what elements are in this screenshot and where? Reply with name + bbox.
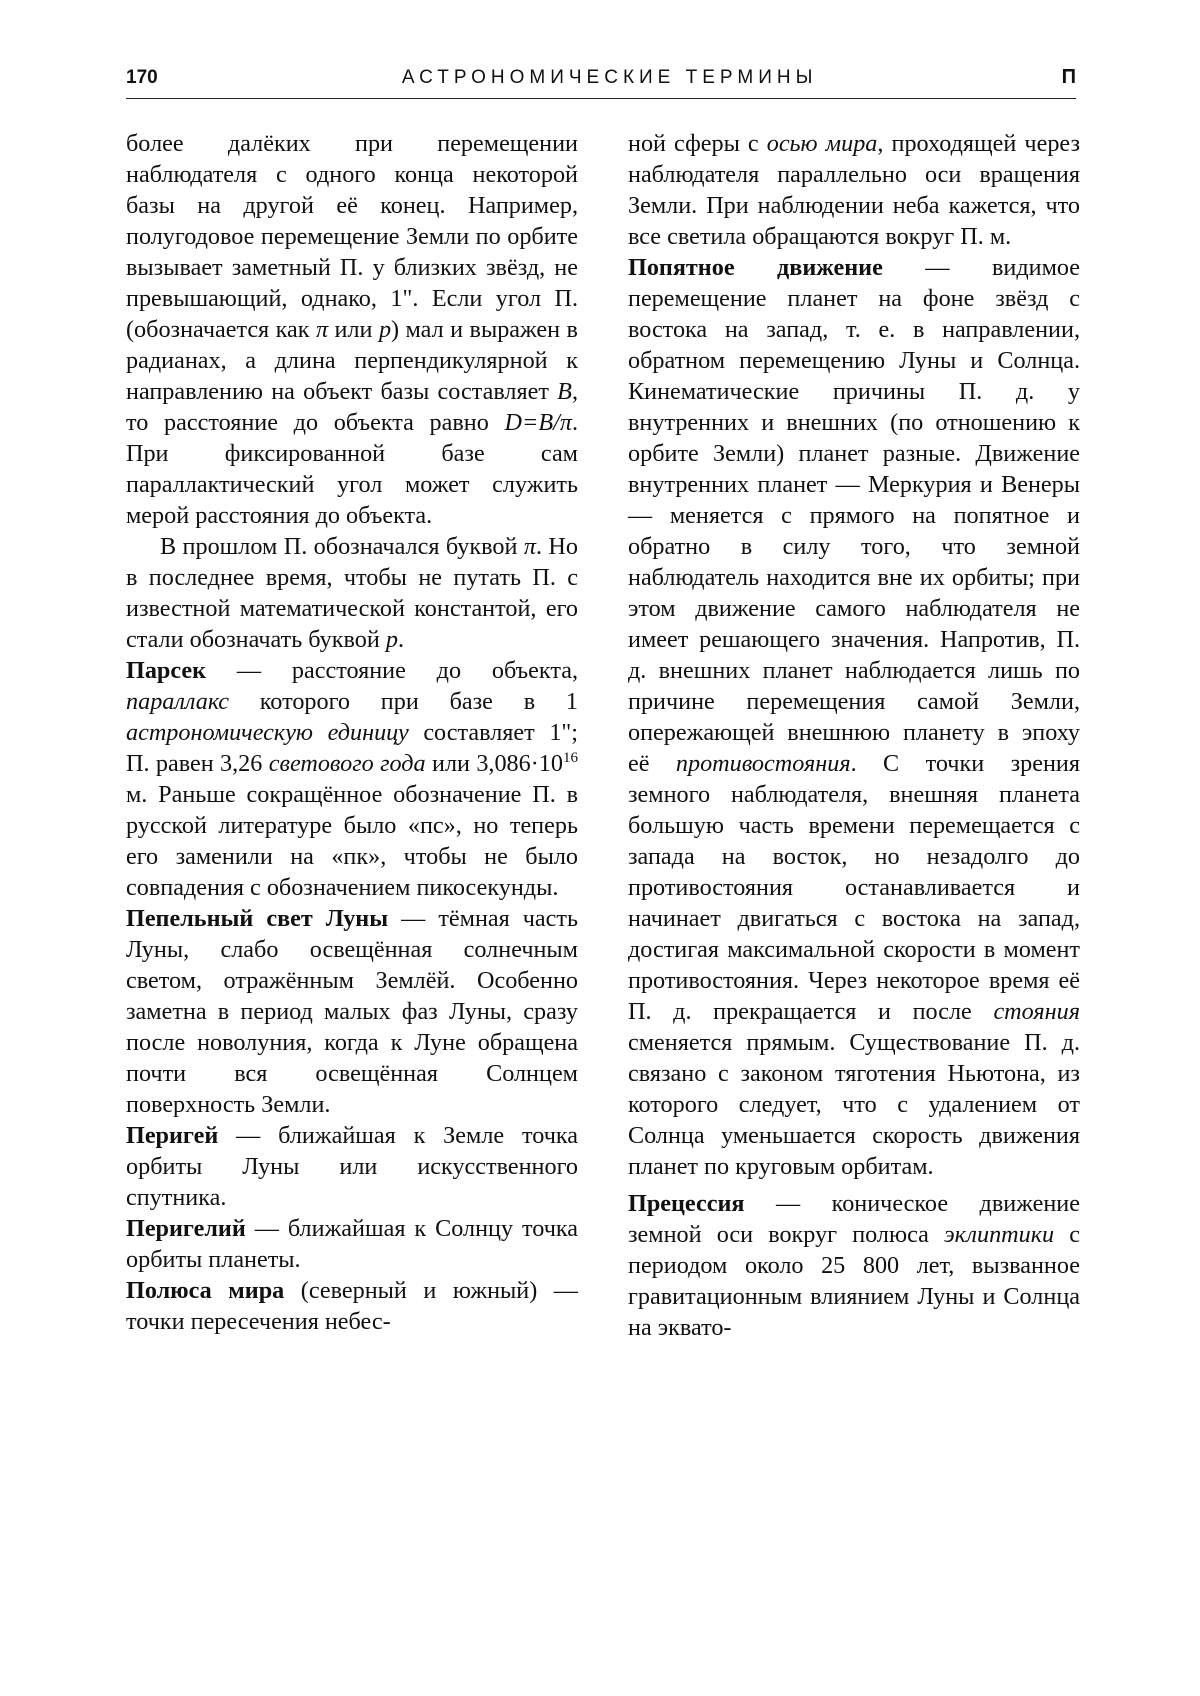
text-run: — расстояние до объекта, xyxy=(206,657,578,684)
term-celestial-poles: Полюса мира xyxy=(126,1277,285,1304)
cross-reference[interactable]: осью мира xyxy=(766,130,878,157)
definition: (северный и южный) — точки пересечения небес- xyxy=(126,1277,578,1335)
definition: — ближайшая к Солнцу точка орбиты планеты. xyxy=(126,1215,578,1273)
text-run: — видимое перемещение планет на фоне звёзд с востока на запад, т. е. в направлении, обратном перемещению Луны и Солнца. Кинематические причины П. д. у внутренних и внешних (по отношению к орбите Земли) планет разные. Движение внутренних планет — Меркурия и Венеры — меняется с прямого на попятное и обратно в силу того, что земной наблюдатель находится вне их орбиты; при этом движение самого наблюдателя не имеет решающего значения. Напротив, П. д. внешних планет наблюдается лишь по причине перемещения самой Земли, опережающей внешнюю планету в эпоху её xyxy=(628,254,1081,777)
page-number: 170 xyxy=(126,67,158,88)
text-run: . С точки зрения земного наблюдателя, внешняя планета большую часть времени перемещается с запада на восток, но незадолго до противостояния останавливается и начинает двигаться с востока на запад, достигая максимальной скорости в момент противостояния. Через некоторое время её П. д. прекращается и после xyxy=(628,750,1080,1025)
text-run: . При фиксированной базе сам параллактический угол может служить мерой расстояния до объекта. xyxy=(126,409,578,529)
left-column xyxy=(126,128,578,1337)
entry-celestial-poles xyxy=(126,1275,578,1337)
term-ashen-light: Пепельный свет Луны xyxy=(126,905,389,932)
math-pi: π xyxy=(315,316,329,343)
text-run: м. Раньше сокращённое обозначение П. в русской литературе было «пс», но теперь его заменили на «пк», чтобы не было совпадения с обозначением пикосекунды. xyxy=(126,781,578,901)
text-run: ) мал и выражен в радианах, а длина перпендикулярной к направлению на объект базы составляет xyxy=(126,316,578,405)
math-b: B xyxy=(557,378,572,405)
text-run: которого при базе в 1 xyxy=(229,688,578,715)
math-p: p xyxy=(385,626,398,653)
header-rule xyxy=(126,98,1076,99)
entry-parsec xyxy=(126,655,578,903)
cross-reference[interactable]: астрономическую единицу xyxy=(126,719,409,746)
text-run: , то расстояние до объекта равно xyxy=(126,378,578,436)
text-run: В прошлом П. обозначался буквой xyxy=(160,533,524,560)
cross-reference[interactable]: эклиптики xyxy=(943,1221,1055,1248)
entry-perigee xyxy=(126,1120,578,1213)
text-run: или 3,086·10 xyxy=(425,750,563,777)
term-parsec: Парсек xyxy=(126,657,207,684)
term-retrograde-motion: Попятное движение xyxy=(628,254,883,281)
text-run: или xyxy=(328,316,379,343)
cross-reference[interactable]: светового года xyxy=(268,750,426,777)
text-run: более далёких при перемещении наблюдателя с одного конца некоторой базы на другой её конец. Например, полугодовое перемещение Земли по орбите вызывает заметный П. у близких звёзд, не превышающий, однако, 1". Если угол П. (обозначается как xyxy=(126,130,578,343)
text-run: . xyxy=(397,626,405,653)
exponent: 16 xyxy=(563,750,578,766)
text-run: составляет 1"; П. равен 3,26 xyxy=(126,719,579,777)
entry-ashen-light xyxy=(126,903,578,1120)
text-run: ной сферы с xyxy=(628,130,767,157)
term-perihelion: Перигелий xyxy=(126,1215,246,1242)
right-column xyxy=(628,128,1080,1343)
cross-reference[interactable]: противостояния xyxy=(675,750,851,777)
text-run: сменяется прямым. Существование П. д. связано с законом тяготения Ньютона, из которого следует, что с удалением от Солнца уменьшается скорость движения планет по круговым орбитам. xyxy=(628,1029,1080,1180)
text-run: . Но в последнее время, чтобы не путать П. с известной математической константой, его стали обозначать буквой xyxy=(126,533,578,653)
entry-retrograde-motion xyxy=(628,252,1080,1182)
paragraph-parallax-history xyxy=(126,531,578,655)
text-run: с периодом около 25 800 лет, вызванное гравитационным влиянием Луны и Солнца на эквато- xyxy=(628,1221,1080,1341)
entry-celestial-poles-continuation xyxy=(628,128,1080,252)
running-head xyxy=(126,66,1076,96)
term-perigee: Перигей xyxy=(126,1122,219,1149)
cross-reference[interactable]: параллакс xyxy=(126,688,229,715)
definition: — ближайшая к Земле точка орбиты Луны или искусственного спутника. xyxy=(126,1122,578,1211)
running-title: АСТРОНОМИЧЕСКИЕ ТЕРМИНЫ xyxy=(401,67,818,88)
text-run: — коническое движение земной оси вокруг полюса xyxy=(628,1190,1080,1248)
entry-parallax-continuation xyxy=(126,128,578,531)
cross-reference[interactable]: стояния xyxy=(993,998,1080,1025)
section-letter: П xyxy=(1061,66,1076,88)
distance-formula: D=B/π xyxy=(504,409,572,436)
term-precession: Прецессия xyxy=(628,1190,745,1217)
entry-perihelion xyxy=(126,1213,578,1275)
definition: — тёмная часть Луны, слабо освещённая солнечным светом, отражённым Землёй. Особенно заметна в период малых фаз Луны, сразу после новолуния, когда к Луне обращена почти вся освещённая Солнцем поверхность Земли. xyxy=(126,905,579,1118)
math-p: p xyxy=(378,316,392,343)
math-pi: π xyxy=(523,533,536,560)
text-run: , проходящей через наблюдателя параллельно оси вращения Земли. При наблюдении неба кажется, что все светила обращаются вокруг П. м. xyxy=(628,130,1081,250)
entry-precession xyxy=(628,1188,1080,1343)
